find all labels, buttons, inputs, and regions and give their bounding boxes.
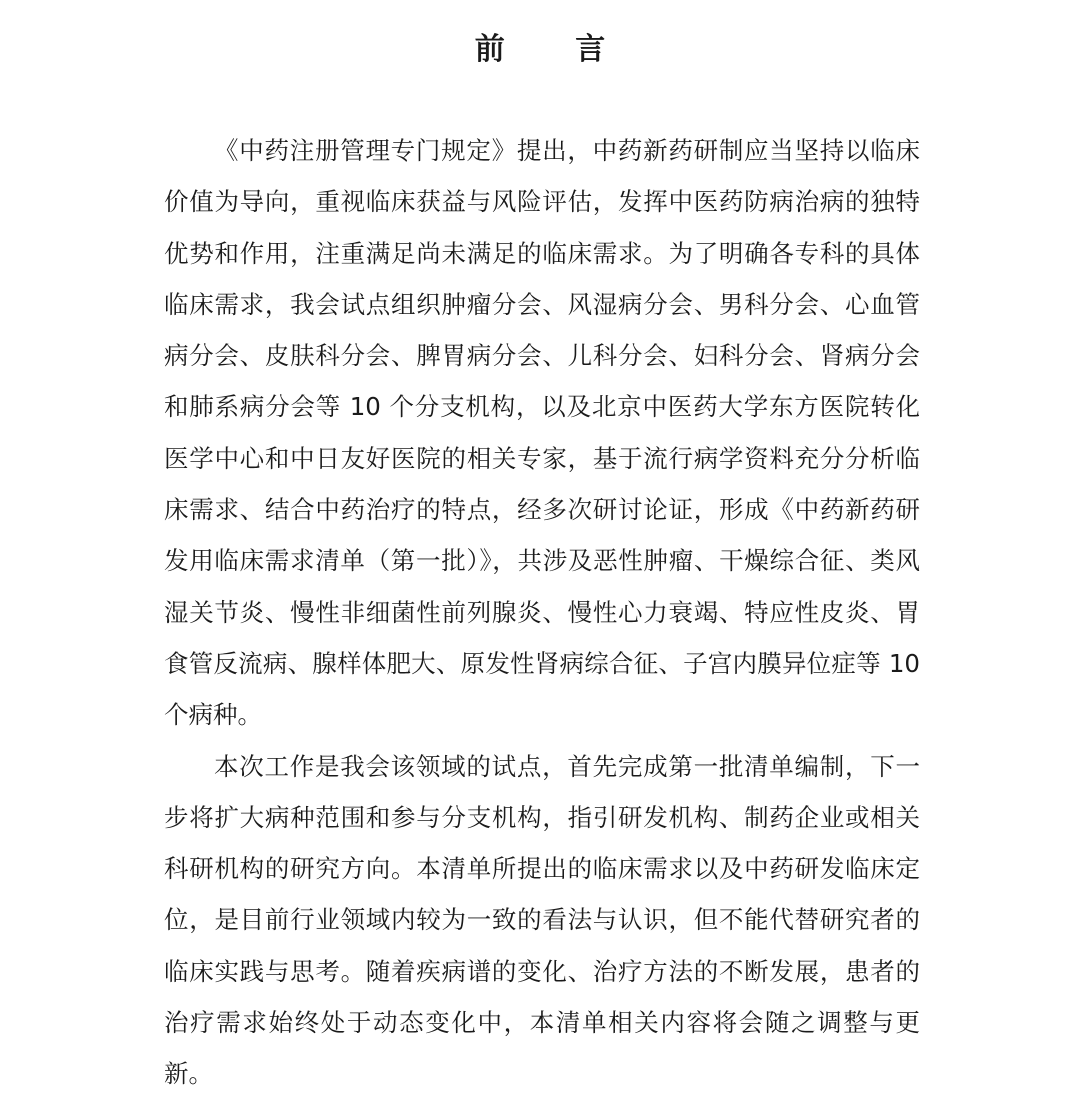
paragraph-1: 《中药注册管理专门规定》提出，中药新药研制应当坚持以临床价值为导向，重视临床获益与风险评估，发挥中医药防病治病的独特优势和作用，注重满足尚未满足的临床需求。为了明确各专科的具体临床需求，我会试点组织肿瘤分会、风湿病分会、男科分会、心血管病分会、皮肤科分会、脾胃病分会、儿科分会、妇科分会、肾病分会和肺系病分会等 10 个分支机构，以及北京中医药大学东方医院转化医学中心和中日友好医院的相关专家，基于流行病学资料充分分析临床需求、结合中药治疗的特点，经多次研讨论证，形成《中药新药研发用临床需求清单（第一批）》，共涉及恶性肿瘤、干燥综合征、类风湿关节炎、慢性非细菌性前列腺炎、慢性心力衰竭、特应性皮炎、胃食管反流病、腺样体肥大、原发性肾病综合征、子宫内膜异位症等 10 个病种。 bbox=[164, 136, 920, 730]
paragraph-2: 本次工作是我会该领域的试点，首先完成第一批清单编制，下一步将扩大病种范围和参与分支机构，指引研发机构、制药企业或相关科研机构的研究方向。本清单所提出的临床需求以及中药研发临床定位，是目前行业领域内较为一致的看法与认识，但不能代替研究者的临床实践与思考。随着疾病谱的变化、治疗方法的不断发展，患者的治疗需求始终处于动态变化中，本清单相关内容将会随之调整与更新。 bbox=[164, 751, 920, 1089]
document-body bbox=[164, 125, 920, 1100]
page-title: 前 言 bbox=[474, 32, 636, 67]
